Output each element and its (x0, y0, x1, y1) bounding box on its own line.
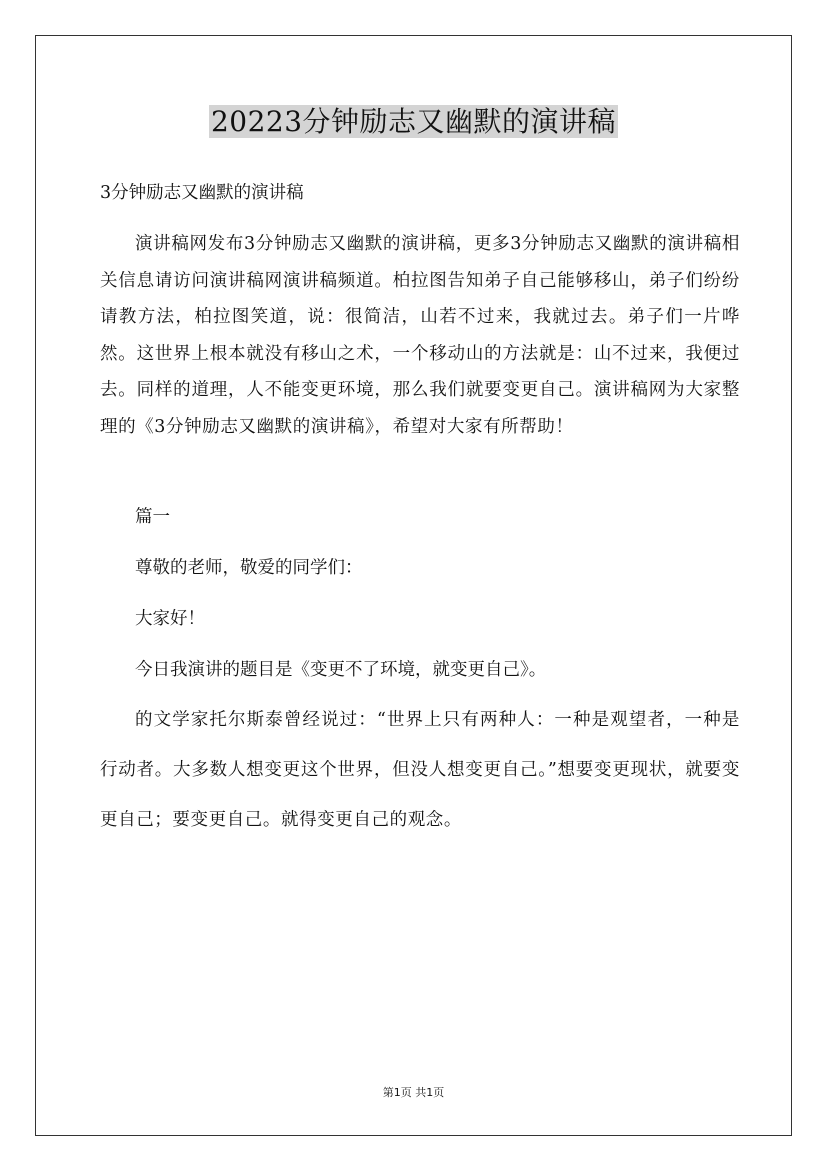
hello-line: 大家好！ (135, 609, 205, 629)
topic-line: 今日我演讲的题目是《变更不了环境，就变更自己》。 (135, 660, 547, 680)
quote-paragraph: 的文学家托尔斯泰曾经说过：“世界上只有两种人：一种是观望者，一种是行动者。大多数人想变更这个世界，但没人想变更自己。”想要变更现状，就要变更自己；要变更自己。就得变更自己的观念。 (100, 710, 740, 830)
intro-paragraph: 演讲稿网发布3分钟励志又幽默的演讲稿，更多3分钟励志又幽默的演讲稿相关信息请访问演讲稿网演讲稿频道。柏拉图告知弟子自己能够移山，弟子们纷纷请教方法，柏拉图笑道，说：很简洁，山若不过来，我就过去。弟子们一片哗然。这世界上根本就没有移山之术，一个移动山的方法就是：山不过来，我便过去。同样的道理，人不能变更环境，那么我们就要变更自己。演讲稿网为大家整理的《3分钟励志又幽默的演讲稿》，希望对大家有所帮助！ (100, 234, 740, 437)
document-title-text: 20223分钟励志又幽默的演讲稿 (210, 105, 617, 138)
greeting-line: 尊敬的老师，敬爱的同学们： (135, 558, 363, 578)
page-footer: 第1页 共1页 (382, 1086, 445, 1099)
document-title (0, 101, 827, 143)
document-subtitle: 3分钟励志又幽默的演讲稿 (100, 183, 304, 203)
document-body (100, 178, 740, 845)
section-label: 篇一 (135, 507, 170, 527)
